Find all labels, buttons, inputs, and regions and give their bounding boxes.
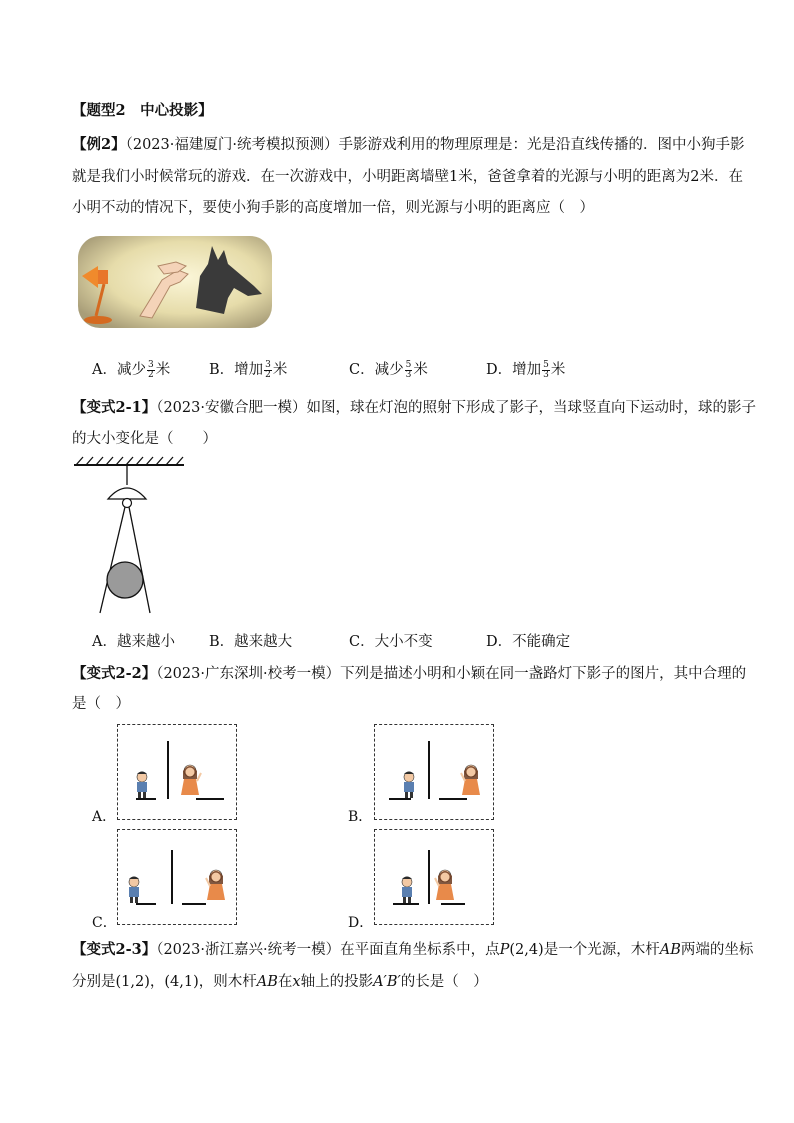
option-c-fraction: $\frac{5}{3}$ [405, 359, 412, 380]
example2-line3: 小明不动的情况下，要使小狗手影的高度增加一倍，则光源与小明的距离应（ ） [72, 200, 594, 216]
variant23-text1a: 在平面直角坐标系中，点 [340, 942, 500, 958]
section-title-text: 【题型2 中心投影】 [72, 102, 213, 119]
variant23-text1b: 是一个光源，木杆 [543, 942, 660, 958]
hand-shadow-image [78, 236, 272, 328]
variant23-text2b: ，则木杆 [198, 974, 257, 990]
girl-icon [206, 870, 225, 900]
variant22-option-b-label[interactable]: B． [348, 809, 373, 825]
variant22-option-c-label[interactable]: C． [92, 915, 117, 931]
x-axis: x [292, 974, 301, 990]
variant22-line2: 是（ ） [72, 696, 130, 712]
variant22-text1: 下列是描述小明和小颖在同一盏路灯下影子的图片，其中合理的 [340, 666, 747, 682]
option-d-label: D．增加 [486, 362, 542, 378]
option-a-label: A．减少 [92, 362, 146, 378]
variant23-source: （2023·浙江嘉兴·统考一模） [156, 942, 341, 958]
rod-ab: AB [659, 942, 681, 958]
option-d-unit: 米 [550, 362, 566, 378]
example2-option-a[interactable] [92, 360, 170, 380]
example2-tag: 【例2】 [72, 136, 126, 153]
lamp-ball-diagram [70, 455, 190, 620]
variant23-line1 [72, 940, 753, 960]
example2-option-b[interactable] [209, 360, 287, 380]
projection-apbp: A′B′ [373, 974, 401, 990]
variant21-option-b[interactable]: B．越来越大 [209, 634, 293, 650]
example2-line1 [72, 135, 744, 155]
option-b-label: B．增加 [209, 362, 264, 378]
boy-icon [129, 877, 139, 904]
example2-text1: 手影游戏利用的物理原理是：光是沿直线传播的．图中小狗手影 [338, 137, 745, 153]
variant23-tag: 【变式2-3】 [72, 941, 157, 958]
separator: ， [149, 974, 165, 990]
girl-icon [461, 765, 480, 795]
girl-icon [435, 870, 454, 900]
variant21-source: （2023·安徽合肥一模） [156, 400, 307, 416]
girl-icon [181, 765, 201, 795]
variant22-tag: 【变式2-2】 [72, 665, 157, 682]
variant22-line1 [72, 664, 746, 684]
option-c-label: C．减少 [349, 362, 404, 378]
example2-line2: 就是我们小时候常玩的游戏．在一次游戏中，小明距离墙壁1米，爸爸拿着的光源与小明的距离为2米．在 [72, 169, 743, 185]
variant21-option-a[interactable]: A．越来越小 [92, 634, 175, 650]
boy-icon [402, 877, 412, 904]
variant21-line2: 的大小变化是（ ） [72, 431, 217, 447]
variant23-text2e: 的长是（ ） [400, 974, 488, 990]
option-c-unit: 米 [413, 362, 428, 378]
variant21-tag: 【变式2-1】 [72, 399, 157, 416]
variant22-source: （2023·广东深圳·校考一模） [156, 666, 341, 682]
option-b-fraction: $\frac{3}{2}$ [265, 359, 271, 380]
variant22-option-c-figure[interactable] [117, 829, 237, 925]
point-p: P [499, 942, 510, 958]
variant21-line1 [72, 398, 756, 418]
variant23-text1c: 两端的坐标 [680, 942, 754, 958]
boy-icon [137, 772, 147, 799]
variant23-text2d: 轴上的投影 [300, 974, 374, 990]
variant21-text1: 如图，球在灯泡的照射下形成了影子，当球竖直向下运动时，球的影子 [306, 400, 756, 416]
example2-source: （2023·福建厦门·统考模拟预测） [125, 137, 339, 153]
rod-ab-2: AB [256, 974, 278, 990]
example2-option-c[interactable] [349, 360, 428, 380]
coord-2: (4,1) [164, 974, 199, 990]
variant22-option-a-label[interactable]: A． [92, 809, 117, 825]
variant23-line2 [72, 972, 488, 992]
example2-option-d[interactable] [486, 360, 565, 380]
variant22-option-b-figure[interactable] [374, 724, 494, 820]
boy-icon [404, 772, 414, 799]
variant21-option-c[interactable]: C．大小不变 [349, 634, 433, 650]
variant21-option-d[interactable]: D．不能确定 [486, 634, 571, 650]
option-a-unit: 米 [155, 362, 171, 378]
variant22-option-a-figure[interactable] [117, 724, 237, 820]
option-b-unit: 米 [272, 362, 288, 378]
option-a-fraction: $\frac{3}{2}$ [147, 359, 154, 380]
variant22-option-d-label[interactable]: D． [348, 915, 374, 931]
coord-1: (1,2) [115, 974, 150, 990]
variant22-option-d-figure[interactable] [374, 829, 494, 925]
option-d-fraction: $\frac{5}{3}$ [543, 359, 549, 380]
variant23-text2c: 在 [277, 974, 293, 990]
point-p-coord: (2,4) [509, 942, 544, 958]
section-title [72, 101, 213, 121]
variant23-text2a: 分别是 [72, 974, 116, 990]
